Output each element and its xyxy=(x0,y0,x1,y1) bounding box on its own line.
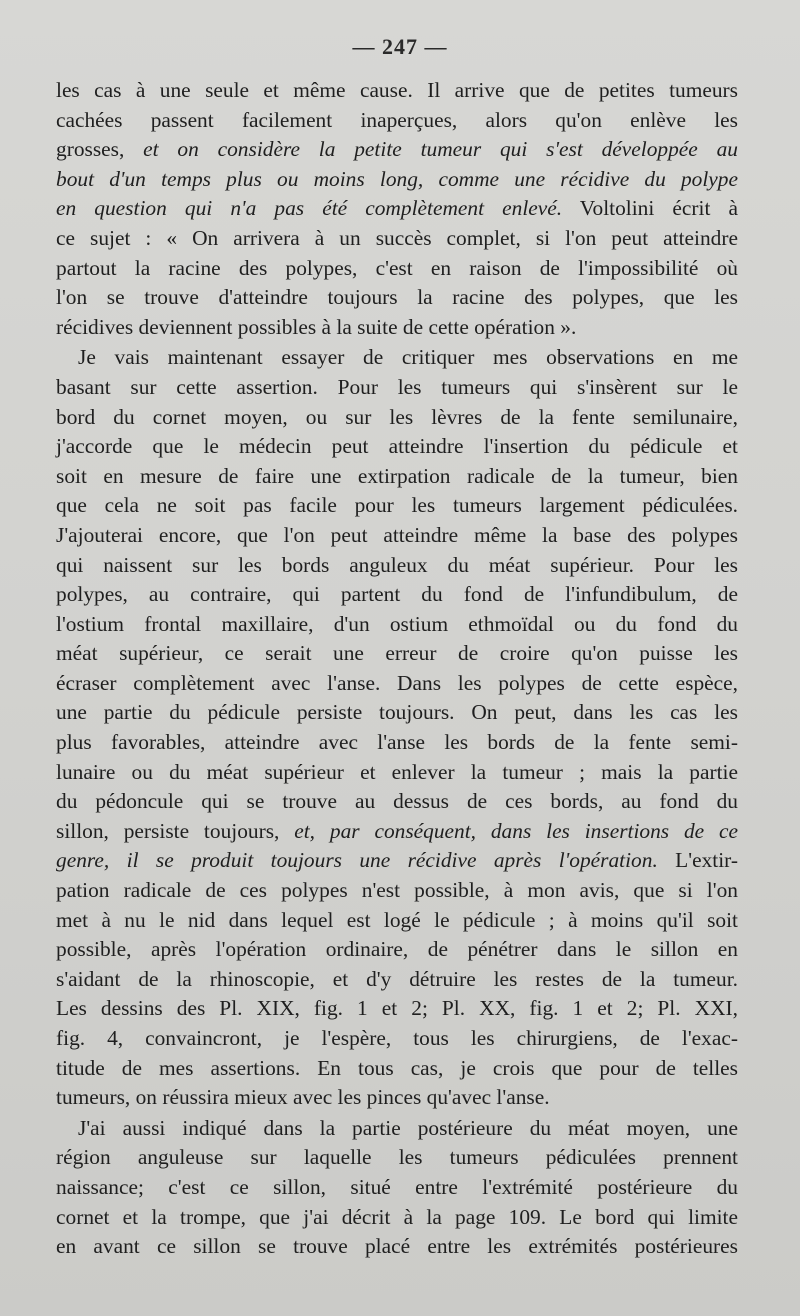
text-line: plus favorables, atteindre avec l'anse les bords de la fente semi- xyxy=(56,730,738,755)
text-line xyxy=(56,817,738,847)
italic-run: et, par conséquent, dans les insertions de ce xyxy=(294,818,738,843)
text-line: qui naissent sur les bords anguleux du méat supérieur. Pour les xyxy=(56,552,738,577)
text-line: j'accorde que le médecin peut atteindre l'insertion du pédicule et xyxy=(56,434,738,459)
text-line: région anguleuse sur laquelle les tumeurs pédiculées prennent xyxy=(56,1145,738,1170)
text-line: possible, après l'opération ordinaire, de pénétrer dans le sillon en xyxy=(56,937,738,962)
text-run: L'extir- xyxy=(657,848,738,873)
text-line: ce sujet : « On arrivera à un succès complet, si l'on peut atteindre xyxy=(56,225,738,250)
italic-run: genre, il se produit toujours une récidive après l'opération. xyxy=(56,848,658,873)
text-line: pation radicale de ces polypes n'est possible, à mon avis, que si l'on xyxy=(56,878,738,903)
text-line: lunaire ou du méat supérieur et enlever la tumeur ; mais la partie xyxy=(56,759,738,784)
italic-run: en question qui n'a pas été complètement enlevé. xyxy=(56,196,563,221)
text-line xyxy=(56,846,738,876)
text-line: Je vais maintenant essayer de critiquer mes observations en me xyxy=(78,345,738,370)
text-run: Voltolini écrit à xyxy=(562,196,738,221)
italic-run: et on considère la petite tumeur qui s'est développée au xyxy=(143,137,739,162)
text-line: soit en mesure de faire une extirpation radicale de la tumeur, bien xyxy=(56,463,738,488)
text-line: en avant ce sillon se trouve placé entre les extrémités postérieures xyxy=(56,1234,738,1259)
text-line: que cela ne soit pas facile pour les tumeurs largement pédiculées. xyxy=(56,493,738,518)
text-line: polypes, au contraire, qui partent du fond de l'infundibulum, de xyxy=(56,582,738,607)
text-line: fig. 4, convaincront, je l'espère, tous les chirurgiens, de l'exac- xyxy=(56,1026,738,1050)
text-run: grosses, xyxy=(56,137,144,162)
text-line: récidives deviennent possibles à la suite de cette opération ». xyxy=(56,314,577,339)
text-line: bord du cornet moyen, ou sur les lèvres de la fente semilunaire, xyxy=(56,404,738,429)
text-line: l'ostium frontal maxillaire, d'un ostium ethmoïdal ou du fond du xyxy=(56,611,738,636)
text-line: tumeurs, on réussira mieux avec les pinces qu'avec l'anse. xyxy=(56,1085,550,1110)
text-line: J'ai aussi indiqué dans la partie postérieure du méat moyen, une xyxy=(78,1115,738,1140)
text-line xyxy=(56,165,738,195)
text-line: J'ajouterai encore, que l'on peut atteindre même la base des polypes xyxy=(56,522,738,547)
text-line: les cas à une seule et même cause. Il arrive que de petites tumeurs xyxy=(56,78,738,102)
paragraph-2 xyxy=(56,343,738,1112)
text-run: sillon, persiste toujours, xyxy=(56,818,295,843)
text-line: titude de mes assertions. En tous cas, je crois que pour de telles xyxy=(56,1055,738,1080)
text-line: partout la racine des polypes, c'est en raison de l'impossibilité où xyxy=(56,255,738,280)
text-line xyxy=(56,194,738,224)
text-line: méat supérieur, ce serait une erreur de croire qu'on puisse les xyxy=(56,641,738,666)
text-line: s'aidant de la rhinoscopie, et d'y détruire les restes de la tumeur. xyxy=(56,966,738,991)
page-number: — 247 — xyxy=(352,34,448,59)
text-line: Les dessins des Pl. XIX, fig. 1 et 2; Pl. XX, fig. 1 et 2; Pl. XXI, xyxy=(56,996,738,1021)
paragraph-1 xyxy=(56,76,738,342)
text-line: l'on se trouve d'atteindre toujours la racine des polypes, que les xyxy=(56,285,738,310)
text-line xyxy=(56,135,738,165)
italic-run: bout d'un temps plus ou moins long, comme une récidive du polype xyxy=(56,166,738,191)
paragraph-3 xyxy=(56,1114,738,1262)
text-line: une partie du pédicule persiste toujours. On peut, dans les cas les xyxy=(56,700,738,725)
text-line: naissance; c'est ce sillon, situé entre l'extrémité postérieure du xyxy=(56,1174,738,1199)
text-line: écraser complètement avec l'anse. Dans les polypes de cette espèce, xyxy=(56,670,738,695)
text-line: met à nu le nid dans lequel est logé le pédicule ; à moins qu'il soit xyxy=(56,907,738,932)
text-line: cornet et la trompe, que j'ai décrit à la page 109. Le bord qui limite xyxy=(56,1204,738,1229)
text-line: basant sur cette assertion. Pour les tumeurs qui s'insèrent sur le xyxy=(56,374,738,399)
text-line: cachées passent facilement inaperçues, alors qu'on enlève les xyxy=(56,107,738,132)
body-text xyxy=(56,76,738,1262)
text-line: du pédoncule qui se trouve au dessus de ces bords, au fond du xyxy=(56,789,738,814)
